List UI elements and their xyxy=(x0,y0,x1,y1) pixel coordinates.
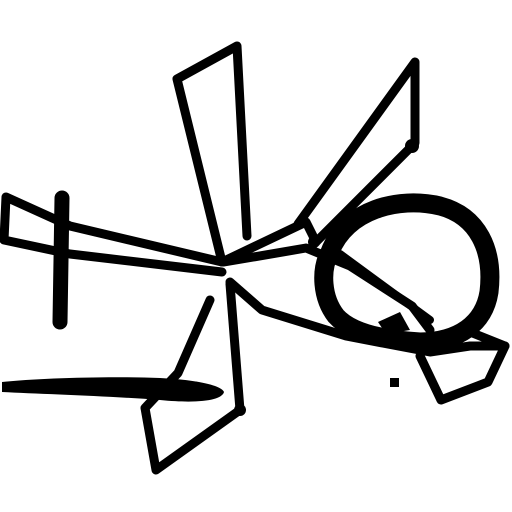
ring-diagonal xyxy=(340,254,430,320)
left-post xyxy=(60,198,62,322)
upper-left-blade xyxy=(177,46,247,262)
thick-ring xyxy=(324,203,490,342)
lower-blade xyxy=(145,284,240,470)
ink-speck xyxy=(390,378,399,387)
joint-dot-mid xyxy=(308,236,320,248)
left-blade xyxy=(4,197,222,272)
joint-dot-upper xyxy=(405,139,419,153)
joint-dot-lower xyxy=(234,404,246,416)
brush-stroke xyxy=(2,377,224,401)
